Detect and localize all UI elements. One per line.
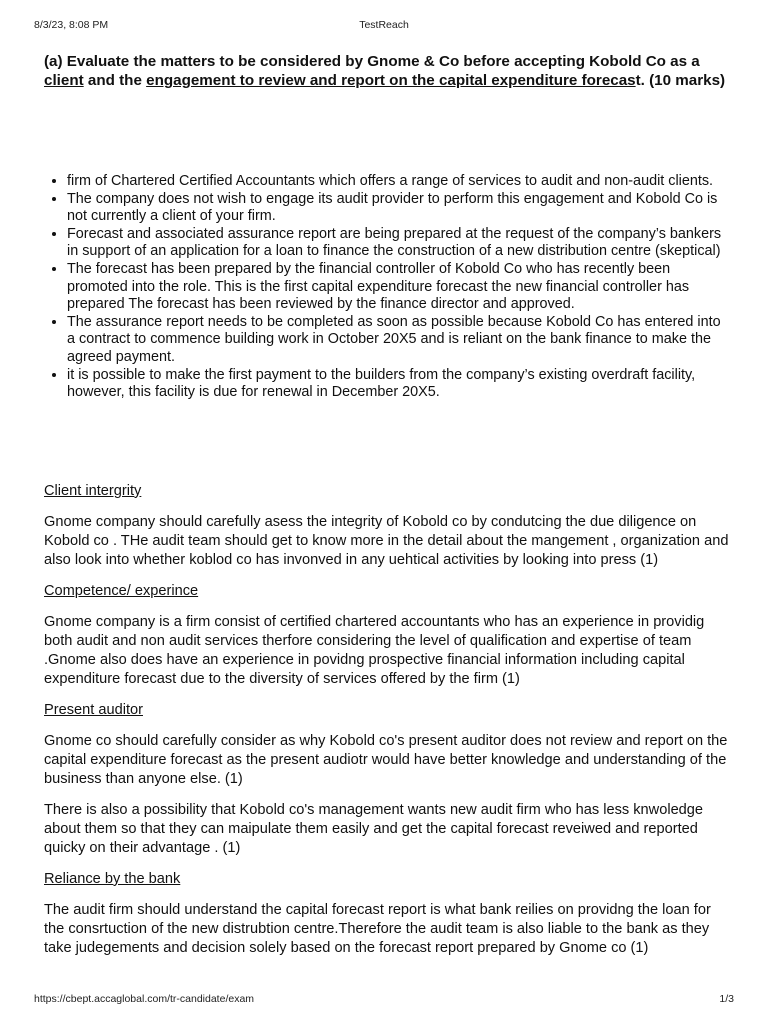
scenario-bullet-list <box>44 173 730 402</box>
bullet-item: • firm of Chartered Certified Accountants which offers a range of services to audit and non-audit clients. <box>67 173 730 191</box>
bullet-item: • The assurance report needs to be completed as soon as possible because Kobold Co has entered into a contract to commence building work in October 20X5 and is reliant on the bank finance to make the agreed payment. <box>67 314 730 367</box>
answer-paragraph: Gnome company is a firm consist of certified chartered accountants who has an experience in providig both audit and non audit services therfore considering the level of qualification and expertise of team .Gnome also does have an experience in povidng prospective financial information including capital expenditure forecast due to the diversity of services offered by the firm (1) <box>44 613 705 687</box>
print-title: TestReach <box>359 19 409 31</box>
answer-heading: Client intergrity <box>44 482 142 499</box>
question-prefix: (a) Evaluate the matters to be considered by Gnome & Co before accepting Kobold Co as a <box>44 53 700 70</box>
answer-heading: Competence/ experince <box>44 582 199 599</box>
page-url: https://cbept.accaglobal.com/tr-candidate/exam <box>34 993 255 1005</box>
question-text <box>44 52 730 90</box>
question-client-underlined: client <box>44 72 84 89</box>
print-datetime: 8/3/23, 8:08 PM <box>34 19 109 31</box>
bullet-item: • it is possible to make the first payment to the builders from the company’s existing overdraft facility, however, this facility is due for renewal in December 20X5. <box>67 367 730 402</box>
question-engagement-underlined: engagement to review and report on the capital expenditure forecas <box>146 72 636 89</box>
page-number: 1/3 <box>719 993 734 1005</box>
question-and-the: and the <box>83 72 147 89</box>
answer-heading: Present auditor <box>44 701 143 718</box>
answer-section <box>44 482 730 958</box>
answer-paragraph: Gnome co should carefully consider as why Kobold co's present auditor does not review and report on the capital expenditure forecast as the present audiotr would have better knowledge and understanding of the business than anyone else. (1) <box>44 732 728 787</box>
answer-paragraph: Gnome company should carefully asess the integrity of Kobold co by condutcing the due diligence on Kobold co . THe audit team should get to know more in the detail about the mangement , organization and also look into whether koblod co has invonved in any uehtical activities by looking into press (1) <box>44 513 729 568</box>
answer-paragraph: The audit firm should understand the capital forecast report is what bank reilies on providng the loan for the consrtuction of the new distrubtion centre.Therefore the audit team is also liable to the bank as they take judegements and decision solely based on the forecast report prepared by Gnome co (1) <box>44 901 711 956</box>
bullet-item: • Forecast and associated assurance report are being prepared at the request of the company’s bankers in support of an application for a loan to finance the construction of a new distribution centre (skeptical) <box>67 226 730 261</box>
answer-paragraph: There is also a possibility that Kobold co's management wants new audit firm who has less knwoledge about them so that they can maipulate them easily and get the capital forecast reveiwed and reported quicky on their advantage . (1) <box>44 801 704 856</box>
document-content <box>44 52 730 970</box>
bullet-item: • The company does not wish to engage its audit provider to perform this engagement and Kobold Co is not currently a client of your firm. <box>67 191 730 226</box>
bullet-item: • The forecast has been prepared by the financial controller of Kobold Co who has recently been promoted into the role. This is the first capital expenditure forecast the new financial controller has prepared The forecast has been reviewed by the finance director and approved. <box>67 261 730 314</box>
answer-heading: Reliance by the bank <box>44 870 181 887</box>
question-suffix: t. (10 marks) <box>635 72 726 89</box>
